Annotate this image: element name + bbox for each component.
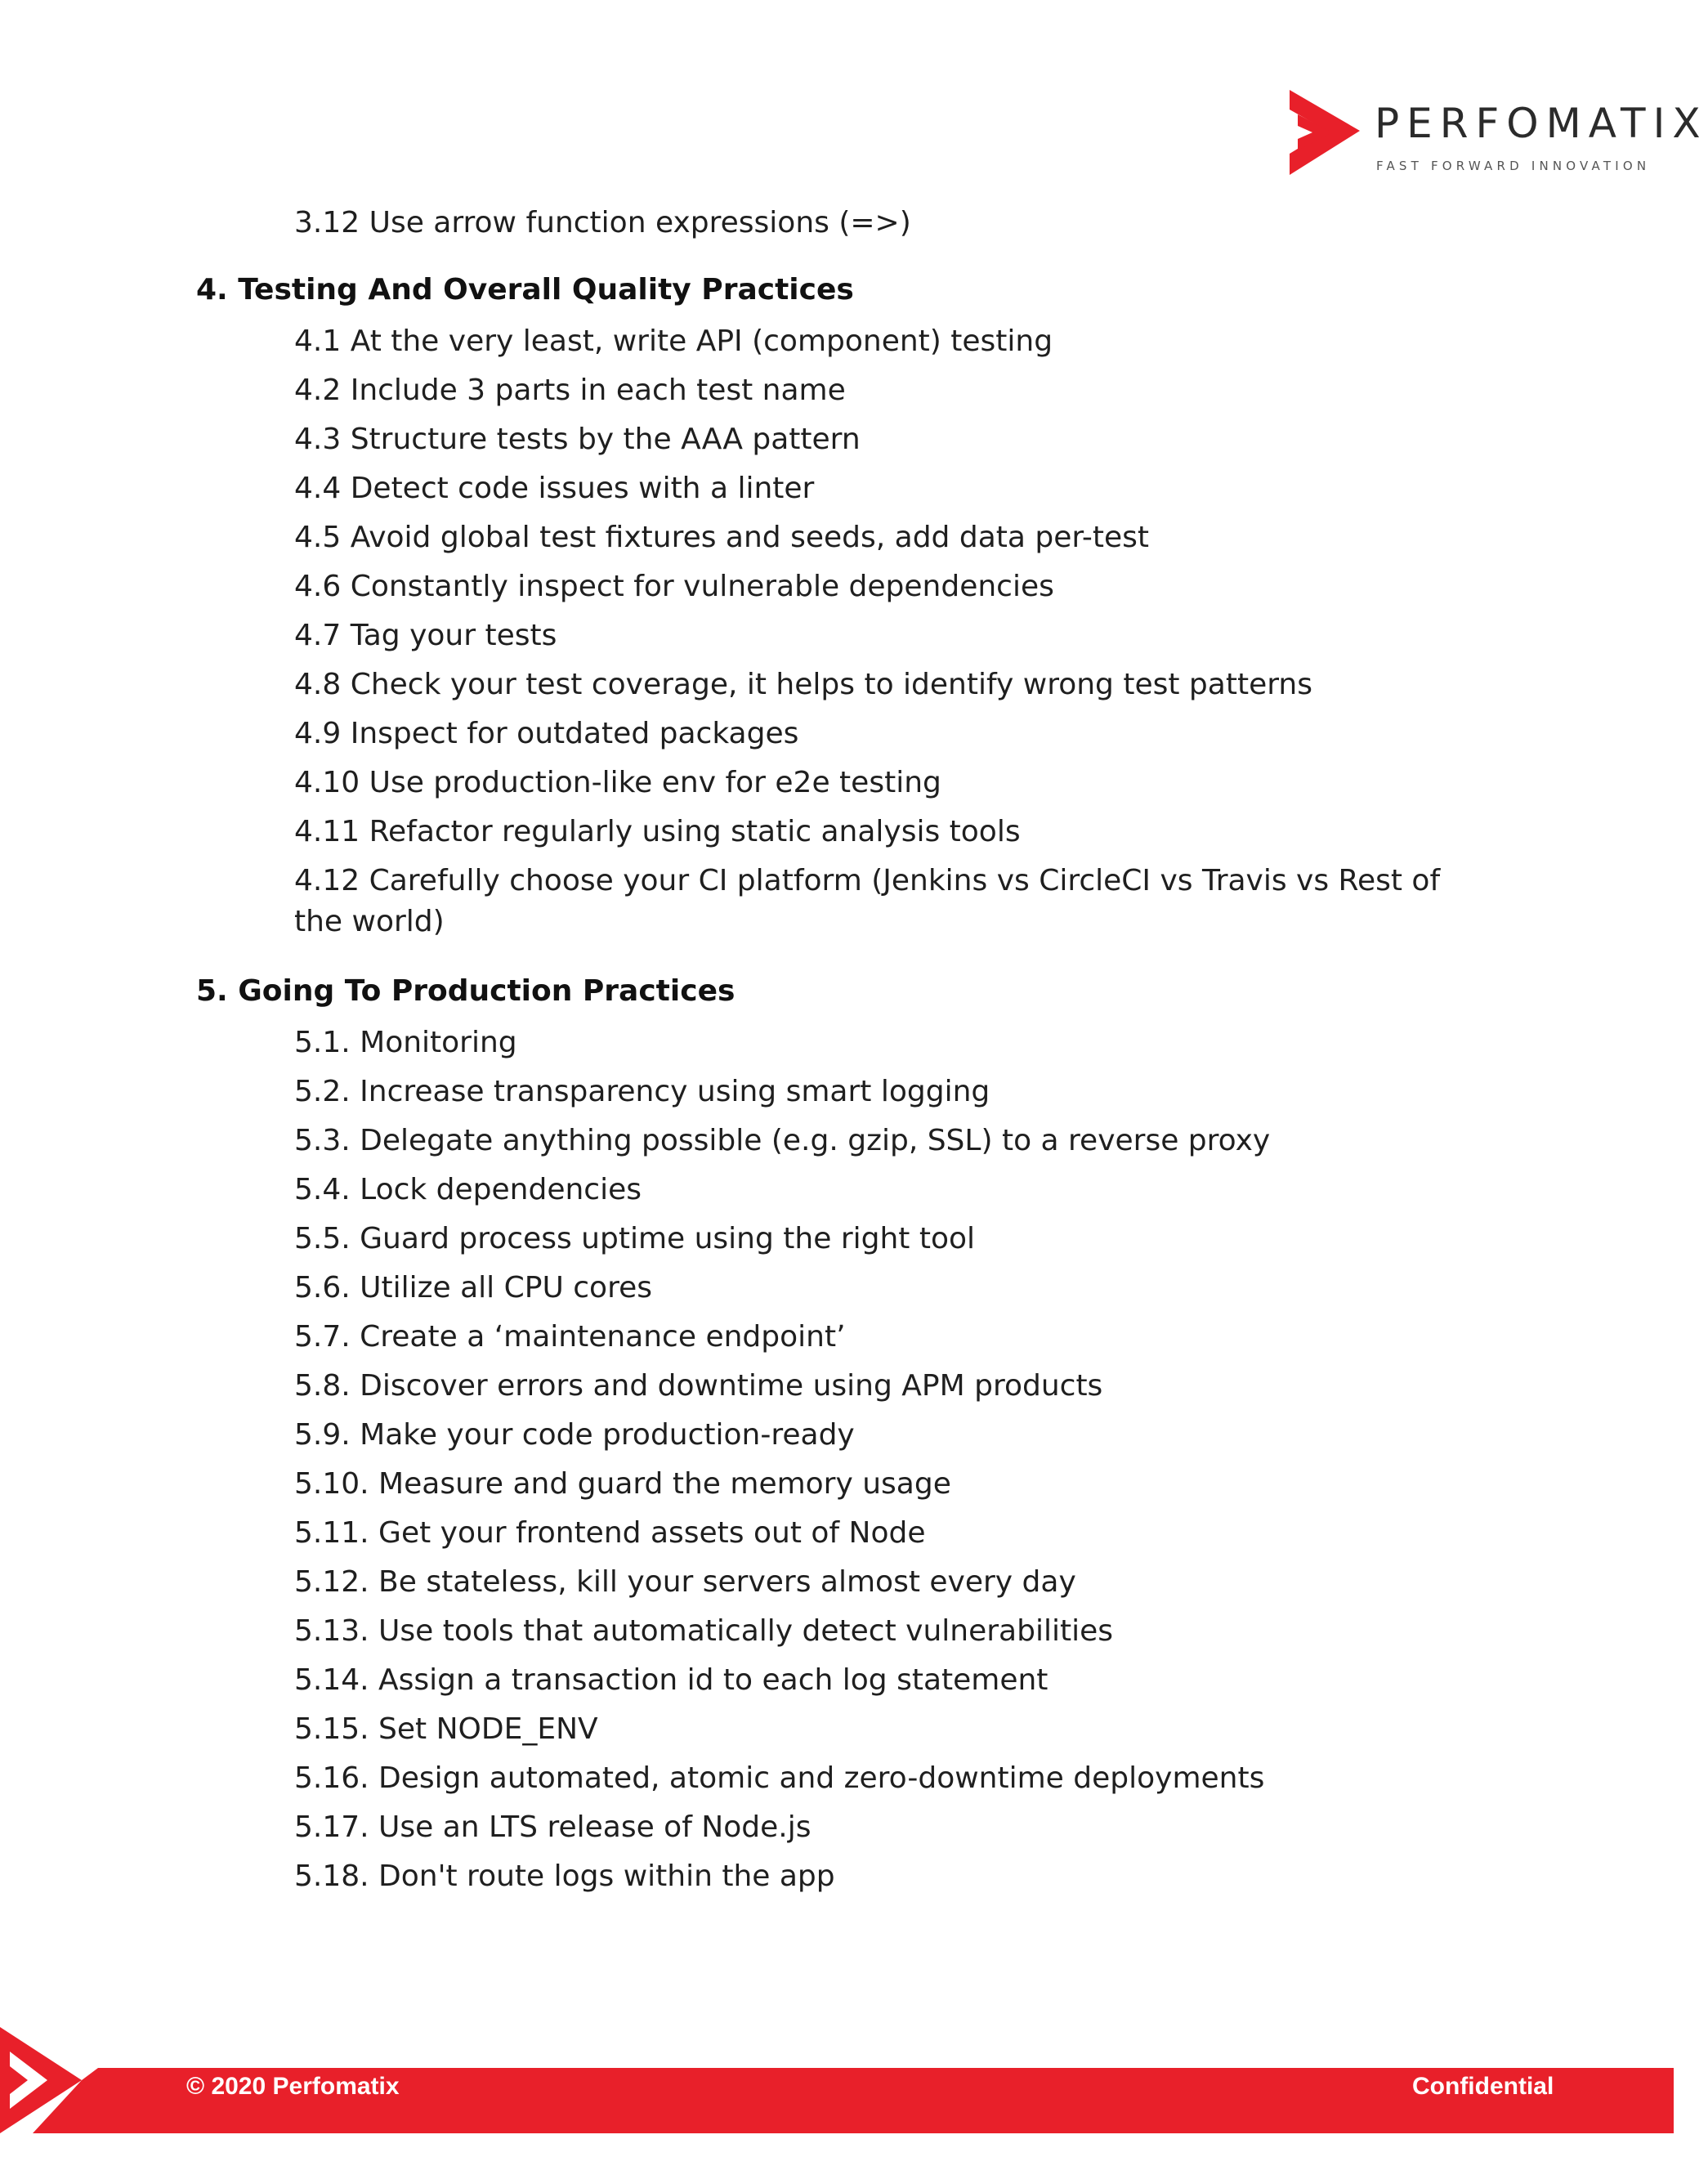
list-item: 4.12 Carefully choose your CI platform (Jenkins vs CircleCI vs Travis vs Rest of the world) [294, 864, 1441, 938]
list-item: 4.4 Detect code issues with a linter [294, 472, 815, 505]
brand-tagline: FAST FORWARD INNOVATION [1376, 159, 1651, 173]
footer-confidential-label: Confidential [1412, 2073, 1554, 2100]
list-item: 5.1. Monitoring [294, 1026, 517, 1059]
list-item: 5.2. Increase transparency using smart logging [294, 1075, 990, 1108]
perfomatix-logo [1290, 90, 1708, 180]
list-item: 5.13. Use tools that automatically detect vulnerabilities [294, 1614, 1113, 1648]
list-item: 5.8. Discover errors and downtime using APM products [294, 1369, 1103, 1403]
list-item: 5.11. Get your frontend assets out of Node [294, 1516, 926, 1550]
list-item: 5.15. Set NODE_ENV [294, 1712, 598, 1746]
section-heading: 4. Testing And Overall Quality Practices [196, 273, 854, 307]
list-item: 5.7. Create a ‘maintenance endpoint’ [294, 1320, 846, 1354]
list-item: 4.2 Include 3 parts in each test name [294, 374, 846, 407]
section-heading: 5. Going To Production Practices [196, 974, 736, 1008]
list-item: 3.12 Use arrow function expressions (=>) [294, 206, 911, 239]
list-item: 5.17. Use an LTS release of Node.js [294, 1810, 812, 1844]
list-item: 4.9 Inspect for outdated packages [294, 717, 799, 750]
list-item: 5.16. Design automated, atomic and zero-downtime deployments [294, 1761, 1265, 1795]
list-item: 4.11 Refactor regularly using static analysis tools [294, 815, 1021, 848]
list-item: 4.8 Check your test coverage, it helps to identify wrong test patterns [294, 668, 1312, 701]
brand-name: PERFOMATIX [1375, 100, 1708, 147]
list-item: 4.1 At the very least, write API (component) testing [294, 324, 1053, 358]
perfomatix-arrow-logo-icon [1290, 90, 1371, 175]
list-item: 5.14. Assign a transaction id to each log statement [294, 1663, 1048, 1697]
list-item: 5.12. Be stateless, kill your servers almost every day [294, 1565, 1076, 1599]
list-item: 4.7 Tag your tests [294, 619, 557, 652]
list-item: 4.10 Use production-like env for e2e testing [294, 766, 941, 799]
list-item: 5.18. Don't route logs within the app [294, 1859, 835, 1893]
list-item: 5.9. Make your code production-ready [294, 1418, 855, 1452]
list-item: 5.10. Measure and guard the memory usage [294, 1467, 951, 1501]
list-item: 4.6 Constantly inspect for vulnerable dependencies [294, 570, 1054, 603]
list-item: 5.4. Lock dependencies [294, 1173, 642, 1206]
page-footer [0, 2019, 1674, 2133]
list-item: 4.5 Avoid global test fixtures and seeds, add data per-test [294, 521, 1150, 554]
footer-copyright: © 2020 Perfomatix [186, 2073, 400, 2100]
list-item: 5.6. Utilize all CPU cores [294, 1271, 652, 1305]
list-item: 5.3. Delegate anything possible (e.g. gzip, SSL) to a reverse proxy [294, 1124, 1271, 1157]
list-item: 5.5. Guard process uptime using the right tool [294, 1222, 976, 1255]
list-item: 4.3 Structure tests by the AAA pattern [294, 423, 861, 456]
